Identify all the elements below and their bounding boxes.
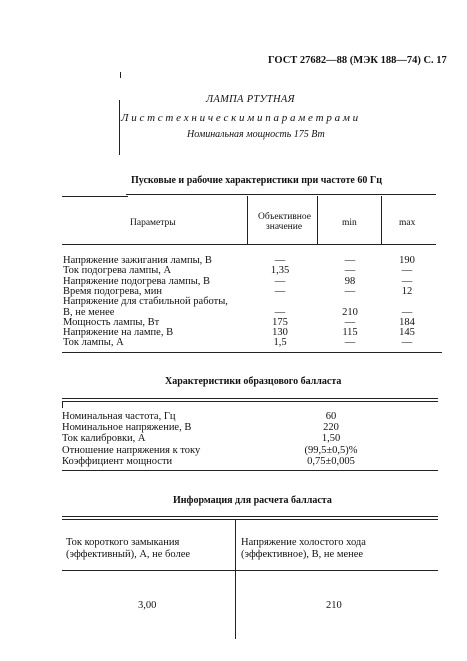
table1-row-name: Напряжение для стабильной работы, [63, 296, 228, 307]
table1-row-min: — [344, 255, 356, 266]
col-header-max: max [399, 218, 416, 228]
table1-row-min: — [344, 265, 356, 276]
table3-col1-header-2: (эффективный), А, не более [66, 549, 191, 560]
table2-top [62, 398, 438, 399]
table1-row-name: Напряжение зажигания лампы, В [63, 255, 212, 266]
table1-col-divider-1 [247, 196, 248, 244]
table2-top-2 [62, 401, 438, 402]
table1-row-min: 115 [342, 327, 358, 338]
table2-row-value: 0,75±0,005 [307, 456, 355, 467]
page-header: ГОСТ 27682—88 (МЭК 188—74) С. 17 [268, 55, 447, 66]
table1-row-min: — [344, 337, 356, 348]
table1-row-objective: — [274, 255, 286, 266]
table1-top-border [126, 194, 436, 195]
table1-row-min: 98 [344, 276, 356, 287]
table1-row-objective: 1,5 [273, 337, 287, 348]
table1-row-min: — [344, 317, 356, 328]
sheet-title: ЛАМПА РТУТНАЯ [206, 94, 295, 105]
rated-power: Номинальная мощность 175 Вт [187, 129, 325, 140]
table1-row-objective: — [274, 286, 286, 297]
table1-row-max: 145 [399, 327, 415, 338]
table1-row-min: — [344, 286, 356, 297]
table2-row-value: 1,50 [321, 433, 341, 444]
table1-bottom-left [62, 352, 442, 353]
table1-row-name: Напряжение на лампе, В [63, 327, 174, 338]
section2-heading: Характеристики образцового балласта [165, 376, 342, 387]
table2-row-value: 60 [325, 411, 337, 422]
table1-row-name: В, не менее [63, 307, 115, 318]
table1-row-name: Ток подогрева лампы, А [63, 265, 172, 276]
table1-row-max: — [401, 276, 413, 287]
table1-row-name: Ток лампы, А [63, 337, 124, 348]
table1-row-max: 190 [399, 255, 415, 266]
col-header-params: Параметры [130, 218, 176, 228]
table1-row-min: 210 [342, 307, 358, 318]
table3-col-divider [235, 519, 236, 639]
table1-row-max: — [401, 337, 413, 348]
table2-row-name: Номинальная частота, Гц [62, 411, 176, 422]
table3-col2-header-2: (эффективное), В, не менее [241, 549, 364, 560]
table3-col1-value: 3,00 [138, 600, 157, 611]
table1-row-name: Время подогрева, мин [63, 286, 163, 297]
table2-row-name: Отношение напряжения к току [62, 445, 201, 456]
table2-row-name: Номинальное напряжение, В [62, 422, 192, 433]
section3-heading: Информация для расчета балласта [173, 495, 332, 506]
table1-row-objective: 130 [272, 327, 288, 338]
table3-col2-header-1: Напряжение холостого хода [241, 537, 366, 548]
table1-row-objective: 1,35 [270, 265, 290, 276]
table3-header-bottom [62, 570, 438, 571]
col-header-objective-1: Объективное [258, 212, 311, 222]
table2-row-value: (99,5±0,5)% [304, 445, 358, 456]
table2-left-tick [62, 401, 63, 408]
table3-col2-value: 210 [326, 600, 342, 611]
section1-heading: Пусковые и рабочие характеристики при частоте 60 Гц [131, 175, 382, 186]
table3-top [62, 516, 438, 517]
table2-row-name: Коэффициент мощности [62, 456, 173, 467]
table3-col1-header-1: Ток короткого замыкания [66, 537, 180, 548]
table1-row-name: Мощность лампы, Вт [63, 317, 160, 328]
table1-top-border-left [62, 196, 128, 197]
table1-row-objective: — [274, 276, 286, 287]
table1-row-max: 184 [399, 317, 415, 328]
table1-row-objective: 175 [272, 317, 288, 328]
table1-row-max: 12 [401, 286, 413, 297]
sheet-subtitle: Л и с т с т е х н и ч е с к и м и п а р а м е т р а м и [121, 112, 359, 124]
col-header-objective-2: значение [266, 222, 303, 232]
sheet-left-border [119, 100, 120, 155]
table3-top-2 [62, 519, 438, 520]
table1-row-name: Напряжение подогрева лампы, В [63, 276, 211, 287]
table1-header-bottom [62, 244, 436, 245]
table1-col-divider-3 [381, 196, 382, 244]
table2-row-name: Ток калибровки, А [62, 433, 146, 444]
col-header-min: min [342, 218, 357, 228]
table2-row-value: 220 [323, 422, 339, 433]
table1-row-max: — [401, 307, 413, 318]
margin-tick [120, 72, 121, 78]
table1-row-objective: — [274, 307, 286, 318]
table1-row-max: — [401, 265, 413, 276]
table1-col-divider-2 [317, 196, 318, 244]
table2-bottom [62, 470, 438, 471]
